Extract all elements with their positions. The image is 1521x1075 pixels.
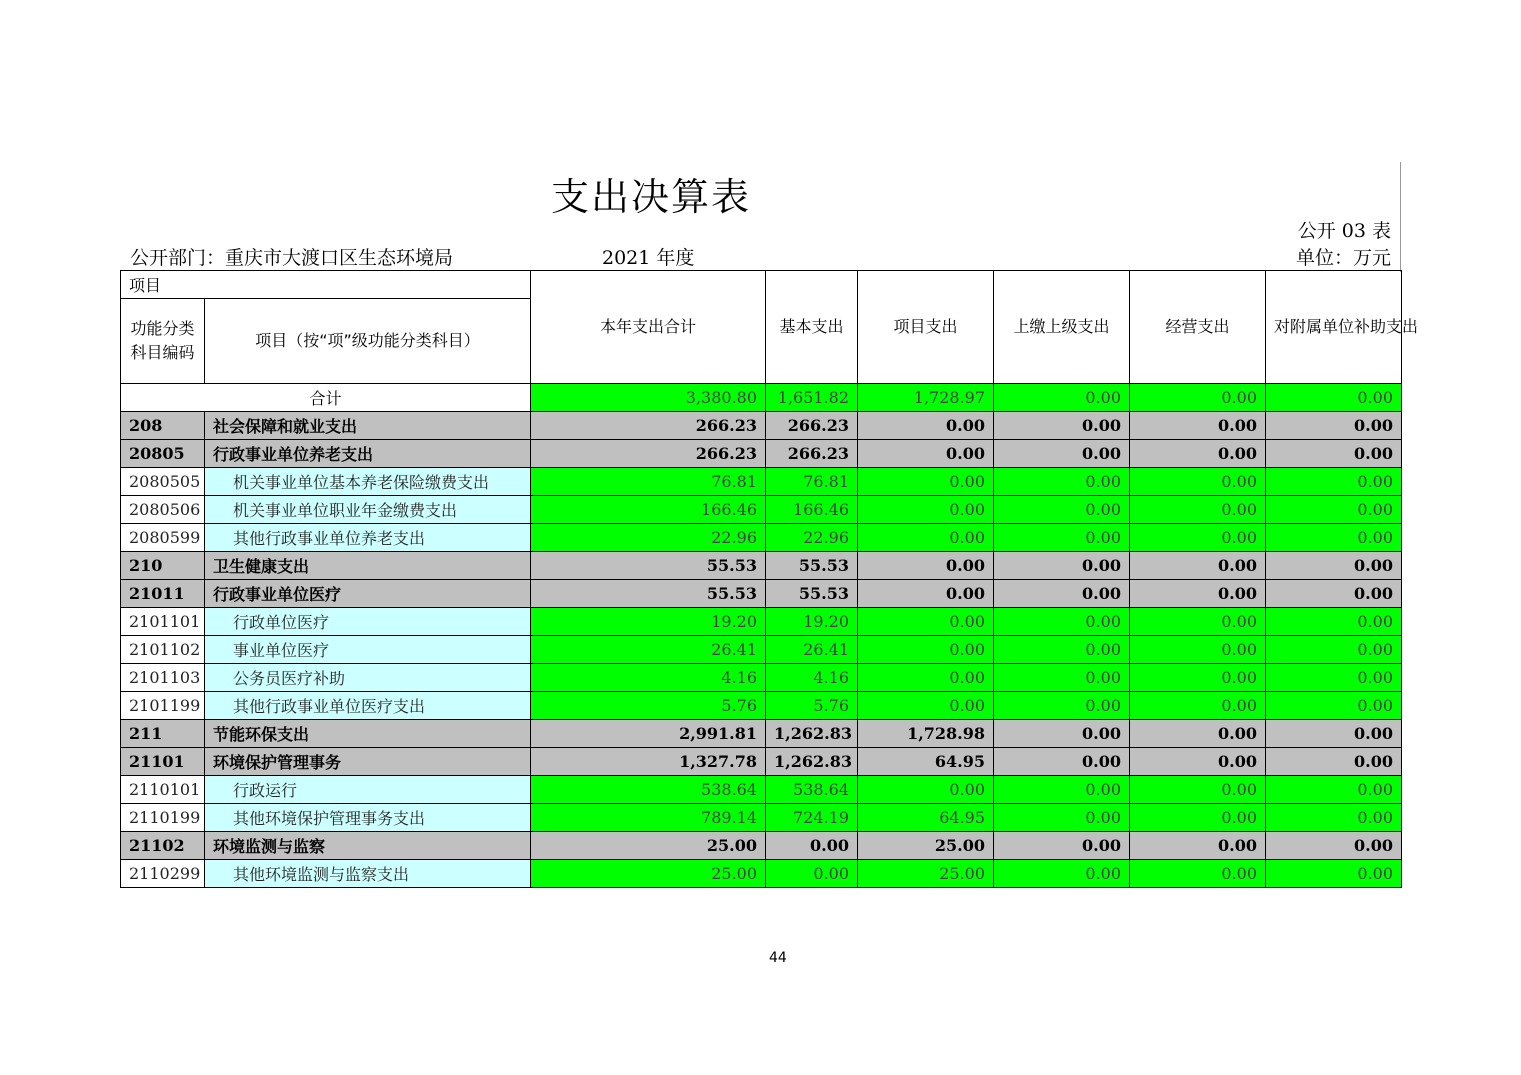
amount-cell: 2,991.81 [531, 720, 766, 748]
amount-cell: 0.00 [1266, 496, 1402, 524]
header-project: 项目 [121, 271, 531, 299]
amount-cell: 22.96 [766, 524, 858, 552]
amount-cell: 0.00 [1130, 832, 1266, 860]
amount-cell: 166.46 [531, 496, 766, 524]
subject-code: 2080599 [121, 524, 205, 552]
amount-cell: 26.41 [531, 636, 766, 664]
subject-code: 2101103 [121, 664, 205, 692]
amount-cell: 0.00 [994, 412, 1130, 440]
amount-cell: 0.00 [1130, 804, 1266, 832]
amount-cell: 0.00 [1130, 692, 1266, 720]
amount-cell: 0.00 [1130, 524, 1266, 552]
subject-code: 20805 [121, 440, 205, 468]
amount-cell: 0.00 [1130, 636, 1266, 664]
amount-cell: 0.00 [1130, 384, 1266, 412]
amount-cell: 19.20 [531, 608, 766, 636]
subject-code: 2101199 [121, 692, 205, 720]
subject-name: 机关事业单位职业年金缴费支出 [205, 496, 531, 524]
amount-cell: 538.64 [766, 776, 858, 804]
amount-cell: 4.16 [531, 664, 766, 692]
amount-cell: 25.00 [531, 832, 766, 860]
subject-name: 环境保护管理事务 [205, 748, 531, 776]
table-row [121, 720, 1402, 748]
total-label: 合计 [121, 384, 531, 412]
total-row [121, 384, 1402, 412]
amount-cell: 0.00 [1266, 468, 1402, 496]
amount-cell: 0.00 [1266, 776, 1402, 804]
subject-name: 公务员医疗补助 [205, 664, 531, 692]
amount-cell: 0.00 [858, 468, 994, 496]
table-row [121, 692, 1402, 720]
amount-cell: 0.00 [858, 440, 994, 468]
subject-name: 节能环保支出 [205, 720, 531, 748]
subject-code: 2101102 [121, 636, 205, 664]
form-number: 公开 03 表 [1297, 220, 1391, 242]
amount-cell: 1,262.83 [766, 748, 858, 776]
header-subsidy: 对附属单位补助支出 [1266, 271, 1402, 384]
subject-code: 2101101 [121, 608, 205, 636]
amount-cell: 0.00 [994, 636, 1130, 664]
subject-code: 2080506 [121, 496, 205, 524]
amount-cell: 55.53 [531, 580, 766, 608]
amount-cell: 0.00 [858, 608, 994, 636]
amount-cell: 0.00 [1130, 440, 1266, 468]
amount-cell: 0.00 [858, 664, 994, 692]
amount-cell: 0.00 [858, 692, 994, 720]
amount-cell: 0.00 [858, 496, 994, 524]
amount-cell: 0.00 [1130, 720, 1266, 748]
header-item: 项目（按“项”级功能分类科目） [205, 299, 531, 384]
amount-cell: 26.41 [766, 636, 858, 664]
table-row [121, 832, 1402, 860]
amount-cell: 0.00 [858, 580, 994, 608]
amount-cell: 0.00 [858, 552, 994, 580]
amount-cell: 0.00 [858, 524, 994, 552]
amount-cell: 0.00 [1266, 664, 1402, 692]
subject-name: 其他行政事业单位医疗支出 [205, 692, 531, 720]
right-margin-line [1400, 162, 1401, 272]
subject-code: 2080505 [121, 468, 205, 496]
subject-name: 行政事业单位医疗 [205, 580, 531, 608]
amount-cell: 0.00 [1266, 412, 1402, 440]
amount-cell: 0.00 [994, 748, 1130, 776]
amount-cell: 538.64 [531, 776, 766, 804]
amount-cell: 22.96 [531, 524, 766, 552]
subject-name: 环境监测与监察 [205, 832, 531, 860]
table-row [121, 412, 1402, 440]
amount-cell: 0.00 [994, 440, 1130, 468]
amount-cell: 1,327.78 [531, 748, 766, 776]
amount-cell: 0.00 [858, 412, 994, 440]
subject-code: 210 [121, 552, 205, 580]
fiscal-year: 2021 年度 [602, 247, 695, 269]
amount-cell: 0.00 [1266, 440, 1402, 468]
amount-cell: 0.00 [994, 384, 1130, 412]
amount-cell: 0.00 [1266, 748, 1402, 776]
amount-cell: 0.00 [1266, 608, 1402, 636]
header-upper: 上缴上级支出 [994, 271, 1130, 384]
amount-cell: 0.00 [994, 468, 1130, 496]
amount-cell: 0.00 [1266, 384, 1402, 412]
subject-code: 21102 [121, 832, 205, 860]
amount-cell: 0.00 [1130, 860, 1266, 888]
amount-cell: 19.20 [766, 608, 858, 636]
subject-code: 21011 [121, 580, 205, 608]
amount-cell: 0.00 [1130, 580, 1266, 608]
amount-cell: 0.00 [994, 608, 1130, 636]
subject-name: 机关事业单位基本养老保险缴费支出 [205, 468, 531, 496]
amount-cell: 4.16 [766, 664, 858, 692]
subject-code: 2110299 [121, 860, 205, 888]
subject-name: 行政事业单位养老支出 [205, 440, 531, 468]
header-code: 功能分类科目编码 [121, 299, 205, 384]
amount-cell: 724.19 [766, 804, 858, 832]
amount-cell: 0.00 [1266, 692, 1402, 720]
subject-name: 行政运行 [205, 776, 531, 804]
amount-cell: 0.00 [1130, 412, 1266, 440]
amount-cell: 0.00 [858, 776, 994, 804]
amount-cell: 0.00 [994, 804, 1130, 832]
amount-cell: 0.00 [1266, 804, 1402, 832]
amount-cell: 0.00 [994, 860, 1130, 888]
amount-cell: 166.46 [766, 496, 858, 524]
amount-cell: 0.00 [994, 832, 1130, 860]
amount-cell: 0.00 [994, 664, 1130, 692]
amount-cell: 0.00 [1266, 552, 1402, 580]
table-row [121, 440, 1402, 468]
subject-name: 卫生健康支出 [205, 552, 531, 580]
amount-cell: 3,380.80 [531, 384, 766, 412]
subject-name: 事业单位医疗 [205, 636, 531, 664]
amount-cell: 1,262.83 [766, 720, 858, 748]
amount-cell: 0.00 [1130, 776, 1266, 804]
page-title: 支出决算表 [551, 175, 752, 219]
amount-cell: 0.00 [994, 720, 1130, 748]
amount-cell: 1,728.98 [858, 720, 994, 748]
header-business: 经营支出 [1130, 271, 1266, 384]
expenditure-table [120, 270, 1419, 888]
subject-code: 2110101 [121, 776, 205, 804]
subject-code: 2110199 [121, 804, 205, 832]
header-basic: 基本支出 [766, 271, 858, 384]
amount-cell: 55.53 [531, 552, 766, 580]
amount-cell: 0.00 [994, 692, 1130, 720]
header-total: 本年支出合计 [531, 271, 766, 384]
unit-label: 单位：万元 [1295, 247, 1391, 269]
table-row [121, 468, 1402, 496]
amount-cell: 266.23 [531, 440, 766, 468]
table-row [121, 804, 1402, 832]
amount-cell: 0.00 [994, 524, 1130, 552]
amount-cell: 0.00 [1130, 468, 1266, 496]
page-number: 44 [769, 950, 787, 966]
amount-cell: 0.00 [1130, 496, 1266, 524]
amount-cell: 0.00 [1130, 748, 1266, 776]
amount-cell: 0.00 [1130, 664, 1266, 692]
amount-cell: 25.00 [858, 832, 994, 860]
department-label: 公开部门：重庆市大渡口区生态环境局 [130, 247, 454, 269]
subject-code: 211 [121, 720, 205, 748]
subject-name: 其他行政事业单位养老支出 [205, 524, 531, 552]
amount-cell: 0.00 [1266, 832, 1402, 860]
amount-cell: 76.81 [531, 468, 766, 496]
amount-cell: 0.00 [1266, 636, 1402, 664]
amount-cell: 64.95 [858, 748, 994, 776]
amount-cell: 5.76 [766, 692, 858, 720]
header-project-expense: 项目支出 [858, 271, 994, 384]
subject-code: 21101 [121, 748, 205, 776]
amount-cell: 0.00 [1266, 580, 1402, 608]
amount-cell: 266.23 [766, 412, 858, 440]
amount-cell: 76.81 [766, 468, 858, 496]
amount-cell: 1,728.97 [858, 384, 994, 412]
amount-cell: 0.00 [858, 636, 994, 664]
table-row [121, 636, 1402, 664]
amount-cell: 266.23 [531, 412, 766, 440]
table-row [121, 608, 1402, 636]
amount-cell: 25.00 [531, 860, 766, 888]
amount-cell: 0.00 [1266, 720, 1402, 748]
subject-name: 行政单位医疗 [205, 608, 531, 636]
amount-cell: 0.00 [994, 552, 1130, 580]
subject-name: 社会保障和就业支出 [205, 412, 531, 440]
amount-cell: 0.00 [994, 776, 1130, 804]
table-row [121, 552, 1402, 580]
amount-cell: 0.00 [766, 832, 858, 860]
amount-cell: 55.53 [766, 552, 858, 580]
table-row [121, 664, 1402, 692]
table-row [121, 860, 1402, 888]
subject-name: 其他环境监测与监察支出 [205, 860, 531, 888]
amount-cell: 0.00 [994, 496, 1130, 524]
amount-cell: 789.14 [531, 804, 766, 832]
table-row [121, 524, 1402, 552]
subject-name: 其他环境保护管理事务支出 [205, 804, 531, 832]
amount-cell: 25.00 [858, 860, 994, 888]
table-row [121, 776, 1402, 804]
table-row [121, 496, 1402, 524]
amount-cell: 5.76 [531, 692, 766, 720]
table-row [121, 580, 1402, 608]
amount-cell: 64.95 [858, 804, 994, 832]
amount-cell: 55.53 [766, 580, 858, 608]
amount-cell: 0.00 [1130, 552, 1266, 580]
amount-cell: 0.00 [1266, 524, 1402, 552]
table-row [121, 748, 1402, 776]
amount-cell: 266.23 [766, 440, 858, 468]
amount-cell: 0.00 [1130, 608, 1266, 636]
amount-cell: 0.00 [766, 860, 858, 888]
subject-code: 208 [121, 412, 205, 440]
amount-cell: 1,651.82 [766, 384, 858, 412]
amount-cell: 0.00 [1266, 860, 1402, 888]
amount-cell: 0.00 [994, 580, 1130, 608]
